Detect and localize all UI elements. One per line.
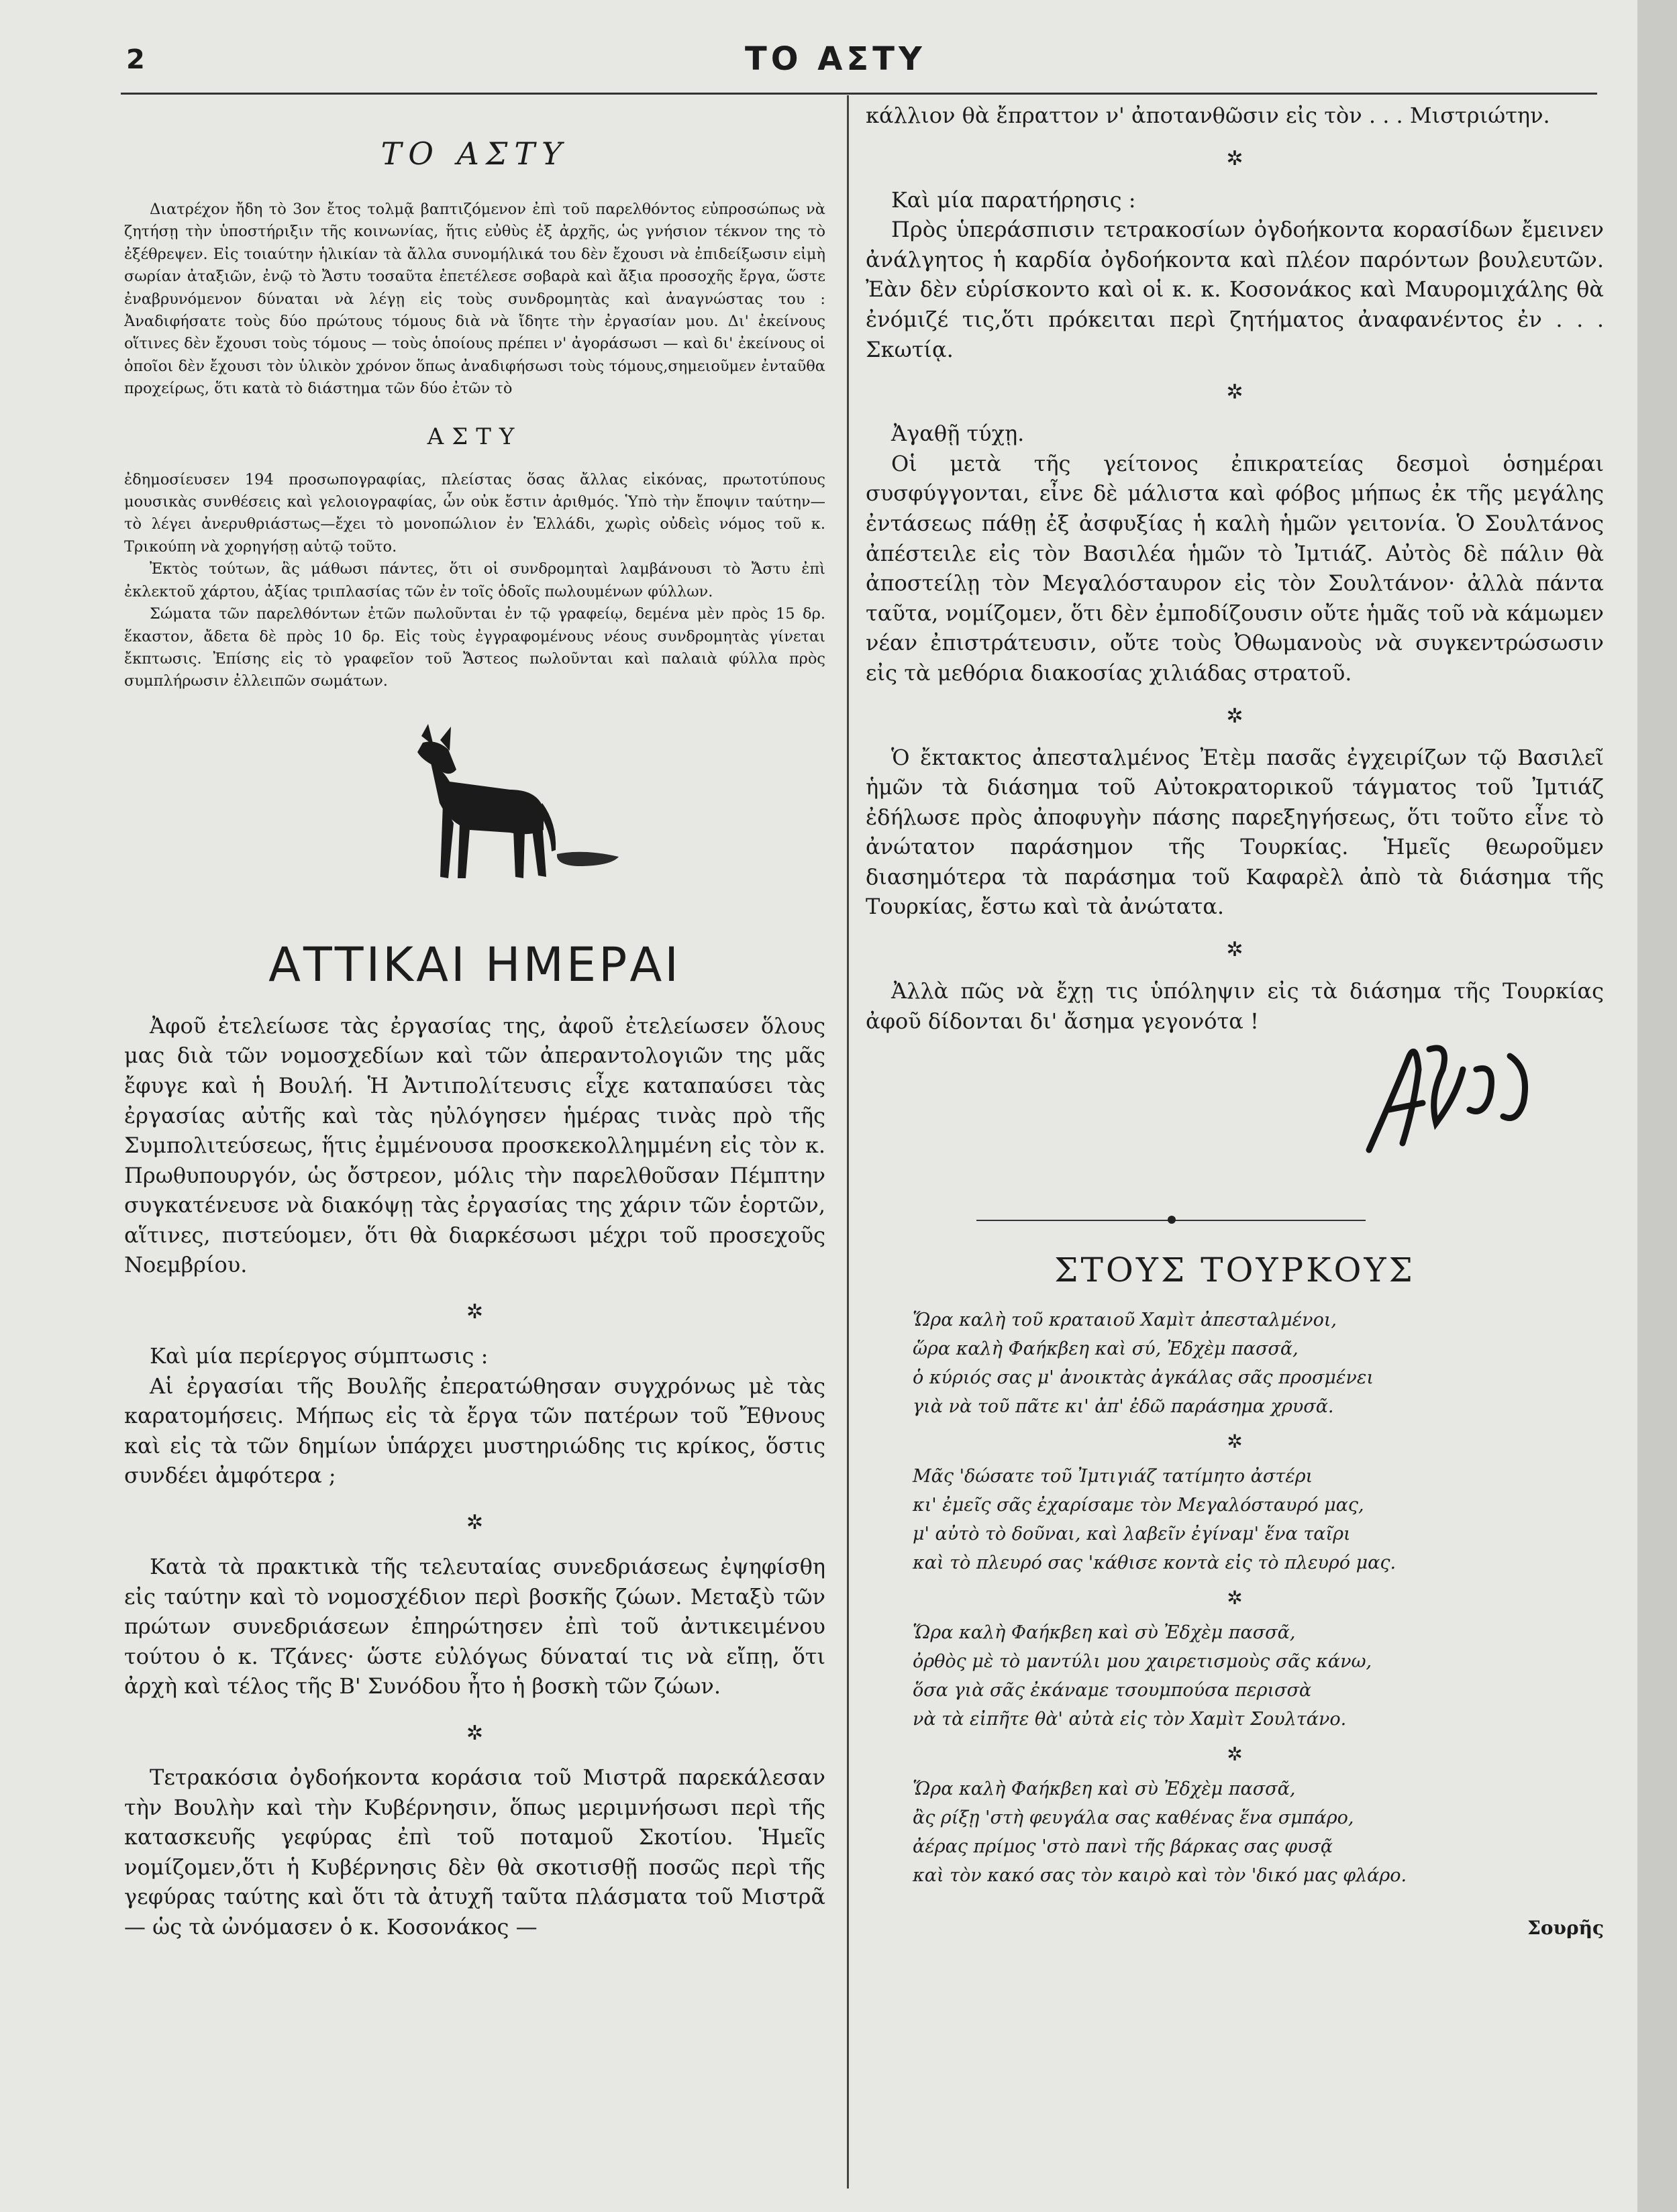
poem-line: καὶ τὸν κακό σας τὸν καιρὸ καὶ τὸν 'δικό μας φλάρο. [913, 1865, 1407, 1887]
poem-stanza-1 [913, 1306, 1604, 1421]
subscribers-paragraph: Ἐκτὸς τούτων, ἃς μάθωσι πάντες, ὅτι οἱ συνδρομηταὶ λαμβάνουσι τὸ Ἄστυ ἐπὶ ἐκλεκτοῦ χάρτου, ἀξίας τριπλασίας τῶν ἐν τοῖς ὁδοῖς πωλουμένων φύλλων. [124, 560, 825, 600]
poem-line: Ὥρα καλὴ Φαήκβεη καὶ σὺ Ἐδχὲμ πασσᾶ, [913, 1622, 1296, 1644]
note-lead: Καὶ μία παρατήρησις : [891, 187, 1136, 213]
poem-stanza-4 [913, 1775, 1604, 1890]
star-separator: ✲ [1226, 704, 1243, 728]
asty-label: ΑΣΤΥ [427, 423, 523, 450]
dog-illustration [124, 723, 825, 931]
closing-paragraph: Ἀλλὰ πῶς νὰ ἔχῃ τις ὑπόληψιν εἰς τὰ διάσημα τῆς Τουρκίας ἀφοῦ δίδονται δι' ἄσημα γεγονότα ! [866, 978, 1604, 1034]
poem-line: ὥρα καλὴ Φαήκβεη καὶ σύ, Ἐδχὲμ πασσᾶ, [913, 1338, 1299, 1360]
star-separator: ✲ [466, 1722, 484, 1745]
poem-star: ✲ [1227, 1430, 1243, 1453]
star-separator: ✲ [1226, 146, 1243, 170]
signature [866, 1036, 1604, 1190]
attic-paragraph-3: Κατὰ τὰ πρακτικὰ τῆς τελευταίας συνεδριάσεως ἐψηφίσθη εἰς ταύτην καὶ τὸ νομοσχέδιον περὶ βοσκῆς ζώων. Μεταξὺ τῶν πρώτων συνεδριάσεων ἐπηρώτησεν ἐπὶ τοῦ ἀντικειμένου τούτου ὁ κ. Τζάνες· ὥστε εὐλόγως δύναταί τις νὰ εἴπῃ, ὅτι ἀρχὴ καὶ τέλος τῆς Β' Συνόδου ἦτο ἡ βοσκὴ τῶν ζώων. [124, 1554, 825, 1699]
envoy-paragraph: Ὁ ἔκτακτος ἀπεσταλμένος Ἐτὲμ πασᾶς ἐγχειρίζων τῷ Βασιλεῖ ἡμῶν τὰ διάσημα τοῦ Αὐτοκρατορικοῦ τάγματος τοῦ Ἰμτιάζ ἐδήλωσε πρὸς ἀποφυγὴν πάσης παρεξηγήσεως, ὅτι τοῦτο εἶνε τὸ ἀνώτατον παράσημον τῆς Τουρκίας. Ἡμεῖς θεωροῦμεν διασημότερα τὰ παράσημα τοῦ Καφαρὲλ ἀπὸ τὰ διάσημα τῆς Τουρκίας, ἔστω καὶ τὰ ἀνώτατα. [866, 744, 1604, 920]
poem-star: ✲ [1227, 1587, 1243, 1610]
poem-stanza-3 [913, 1618, 1604, 1734]
poem-line: μ' αὐτὸ τὸ δοῦναι, καὶ λαβεῖν ἐγίναμ' ἕνα ταῖρι [913, 1524, 1351, 1545]
column-divider [847, 95, 849, 2189]
attic-paragraph-2: Αἱ ἐργασίαι τῆς Βουλῆς ἐπερατώθησαν συγχρόνως μὲ τὰς καρατομήσεις. Μήπως εἰς τὰ ἔργα τῶν πατέρων τοῦ Ἔθνους καὶ εἰς τὰ τῶν δημίων ὑπάρχει μυστηριώδης τις κρίκος, ὅστις συνδέει ἀμφότερα ; [124, 1373, 825, 1489]
handwritten-signature [1349, 1029, 1550, 1177]
attic-lead-2: Καὶ μία περίεργος σύμπτωσις : [150, 1343, 489, 1369]
poem-line: ὁ κύριός σας μ' ἀνοικτὰς ἀγκάλας σᾶς προσμένει [913, 1367, 1374, 1389]
volumes-paragraph: Σώματα τῶν παρελθόντων ἐτῶν πωλοῦνται ἐν τῷ γραφείῳ, δεμένα μὲν πρὸς 15 δρ. ἕκαστον, ἄδετα δὲ πρὸς 10 δρ. Εἰς τοὺς ἐγγραφομένους νέους συνδρομητὰς γίνεται ἔκπτωσις. Ἐπίσης εἰς τὸ γραφεῖον τοῦ Ἄστεος πωλοῦνται καὶ παλαιὰ φύλλα πρὸς συμπλήρωσιν ἐλλειπῶν σωμάτων. [124, 605, 825, 690]
right-column [866, 101, 1604, 1939]
poem-stanza-2 [913, 1462, 1604, 1577]
star-separator: ✲ [1226, 938, 1243, 962]
poem-line: Ὥρα καλὴ τοῦ κραταιοῦ Χαμὶτ ἀπεσταλμένοι, [913, 1310, 1337, 1331]
poem-line: ἂς ρίξῃ 'στὴ φευγάλα σας καθένας ἕνα σμπάρο, [913, 1807, 1354, 1829]
poem-line: ὀρθὸς μὲ τὸ μαντύλι μου χαιρετισμοὺς σᾶς κάνω, [913, 1651, 1372, 1673]
poem-line: ἀέρας πρίμος 'στὸ πανὶ τῆς βάρκας σας φυσᾷ [913, 1836, 1333, 1858]
masthead: ΤΟ ΑΣΤΥ [745, 40, 926, 78]
continued-text: κάλλιον θὰ ἔπραττον ν' ἀποτανθῶσιν εἰς τὸν . . . Μιστριώτην. [866, 103, 1550, 128]
luck-lead: Ἀγαθῇ τύχῃ. [891, 421, 1025, 447]
section-title: ΤΟ ΑΣΤΥ [380, 136, 569, 172]
poem-author: Σουρῆς [1527, 1917, 1604, 1940]
attic-paragraph-1: Ἀφοῦ ἐτελείωσε τὰς ἐργασίας της, ἀφοῦ ἐτελείωσεν ὅλους μας διὰ τῶν νομοσχεδίων καὶ τῶν ἀπεραντολογιῶν της μᾶς ἔφυγε καὶ ἡ Βουλή. Ἡ Ἀντιπολίτευσις εἶχε καταπαύσει τὰς ἐργασίας αὐτῆς καὶ τὰς ηὐλόγησεν ἡμέρας τινὰς πρὸ τῆς Συμπολιτεύσεως, ἥτις ἐμμένουσα προσκεκολλημμένη εἰς τὸν κ. Πρωθυπουργόν, ὡς ὄστρεον, μόλις τὴν παρελθοῦσαν Πέμπτην συγκατένευσε νὰ διακόψῃ τὰς ἐργασίας της χάριν τῶν ἑορτῶν, αἵτινες, πιστεύομεν, ὅτι θὰ διαρκέσωσι μέχρι τοῦ προσεχοῦς Νοεμβρίου. [124, 1012, 825, 1278]
poem-line: κι' ἐμεῖς σᾶς ἐχαρίσαμε τὸν Μεγαλόσταυρό μας, [913, 1495, 1364, 1516]
publications-paragraph: ἐδημοσίευσεν 194 προσωπογραφίας, πλείστας ὅσας ἄλλας εἰκόνας, πρωτοτύπους μουσικὰς συνθέσεις καὶ γελοιογραφίας, ὧν οὐκ ἔστιν ἀριθμός. Ὑπὸ τὴν ἔποψιν ταύτην—τὸ λέγει ἀνερυθριάστως—ἔχει τὸ μονοπώλιον ἐν Ἑλλάδι, χωρὶς οὐδεὶς νόμος τοῦ κ. Τρικούπη νὰ χορηγήσῃ αὐτῷ τοῦτο. [124, 470, 825, 556]
page-number: 2 [126, 44, 145, 75]
page-header [121, 31, 1597, 98]
header-rule [121, 93, 1597, 95]
poem-line: Μᾶς 'δώσατε τοῦ Ἰμτιγιάζ τατίμητο ἀστέρι [913, 1466, 1313, 1487]
poem-line: γιὰ νὰ τοῦ πᾶτε κι' ἀπ' ἐδῶ παράσημα χρυσᾶ. [913, 1396, 1334, 1418]
left-column [124, 101, 825, 1942]
attic-paragraph-4: Τετρακόσια ὀγδοήκοντα κοράσια τοῦ Μιστρᾶ παρεκάλεσαν τὴν Βουλὴν καὶ τὴν Κυβέρνησιν, ὅπως μεριμνήσωσι περὶ τῆς κατασκευῆς γεφύρας ἐπὶ τοῦ ποταμοῦ Σκοτίου. Ἡμεῖς νομίζομεν,ὅτι ἡ Κυβέρνησις δὲν θὰ σκοτισθῇ ποσῶς περὶ τῆς γεφύρας ταύτης καὶ ὅτι τὰ ἀτυχῆ ταῦτα πλάσματα τοῦ Μιστρᾶ — ὡς τὰ ὠνόμασεν ὁ κ. Κοσονάκος — [124, 1765, 825, 1940]
attic-days-title: ΑΤΤΙΚΑΙ ΗΜΕΡΑΙ [268, 937, 681, 992]
poem-line: Ὥρα καλὴ Φαήκβεη καὶ σὺ Ἐδχὲμ πασσᾶ, [913, 1779, 1296, 1800]
poem-title: ΣΤΟΥΣ ΤΟΥΡΚΟΥΣ [1054, 1251, 1415, 1290]
poem-line: νὰ τὰ εἰπῆτε θὰ' αὐτὰ εἰς τὸν Χαμὶτ Σουλτάνο. [913, 1709, 1347, 1730]
star-separator: ✲ [466, 1300, 484, 1324]
rule-dot [1168, 1216, 1176, 1224]
note-paragraph: Πρὸς ὑπεράσπισιν τετρακοσίων ὀγδοήκοντα κορασίδων ἔμεινεν ἀνάλγητος ἡ καρδία ὀγδοήκοντα καὶ πλέον παρόντων βουλευτῶν. Ἐὰν δὲν εὑρίσκοντο καὶ οἱ κ. κ. Κοσονάκος καὶ Μαυρομιχάλης θὰ ἐνόμιζέ τις,ὅτι πρόκειται περὶ ζητήματος ἀναφανέντος ἐν . . . Σκωτίᾳ. [866, 217, 1604, 362]
intro-paragraph: Διατρέχον ἤδη τὸ 3ον ἔτος τολμᾷ βαπτιζόμενον ἐπὶ τοῦ παρελθόντος εὐπροσώπως νὰ ζητήσῃ τὴν ὑποστήριξιν τῆς κοινωνίας, ἥτις εὐθὺς ἐξ ἀρχῆς, ὡς γνήσιον τέκνον της τὸ ἐξέθρεψεν. Εἰς τοιαύτην ἡλικίαν τὰ ἄλλα συνομήλικά του δὲν ἔχουσι νὰ ἐπιδείξωσιν εἰμὴ σωρίαν ἀταξιῶν, ἐνῷ τὸ Ἄστυ τοσαῦτα ἐπετέλεσε σοβαρὰ καὶ ἄξια προσοχῆς ἔργα, ὥστε ἐναβρυνόμενον δύναται νὰ λέγῃ εἰς τοὺς συνδρομητὰς καὶ ἀναγνώστας του : Ἀναδιφήσατε τοὺς δύο πρώτους τόμους διὰ νὰ ἴδητε τὴν ἐργασίαν μου. Δι' ἐκείνους οἵτινες δὲν ἔχουσι τοὺς τόμους — τοὺς ὁποίους πρέπει ν' ἀγοράσωσι — καὶ δι' ἐκείνους οἱ ὁποῖοι δὲν ἔχουσι τὸν ὑλικὸν χρόνον ὅπως ἀναδιφήσωσι τοὺς τόμους,σημειοῦμεν ἐνταῦθα προχείρως, ὅτι κατὰ τὸ διάστημα τῶν δύο ἐτῶν τὸ [124, 201, 825, 398]
poem-line: ὅσα γιὰ σᾶς ἐκάναμε τσουμπούσα περισσὰ [913, 1680, 1312, 1701]
poem-star: ✲ [1227, 1743, 1243, 1766]
star-separator: ✲ [466, 1511, 484, 1535]
page-edge-shadow [1637, 0, 1677, 2212]
ornamental-rule [866, 1204, 1604, 1237]
luck-paragraph: Οἱ μετὰ τῆς γείτονος ἐπικρατείας δεσμοὶ ὁσημέραι συσφύγγονται, εἶνε δὲ μάλιστα καὶ φόβος μήπως ἐκ τῆς μεγάλης ἐντάσεως πάθῃ ἐξ ἀσφυξίας ἡ καλὴ ἡμῶν γειτονία. Ὁ Σουλτάνος ἀπέστειλε εἰς τὸν Βασιλέα ἡμῶν τὸ Ἰμτιάζ. Αὐτὸς δὲ πάλιν θὰ ἀποστείλῃ τὸν Μεγαλόσταυρον εἰς τὸν Σουλτάνον· ἀλλὰ πάντα ταῦτα, νομίζομεν, ὅτι δὲν ἐμποδίζουσιν οὔτε ἡμᾶς τοῦ νὰ κάμωμεν νέαν ἐπιστράτευσιν, οὔτε τοὺς Ὀθωμανοὺς νὰ συγκεντρώσωσιν εἰς τὰ μεθόρια διακοσίας χιλιάδας στρατοῦ. [866, 450, 1604, 686]
star-separator: ✲ [1226, 380, 1243, 405]
dog-icon [342, 723, 624, 924]
poem-line: καὶ τὸ πλευρό σας 'κάθισε κοντὰ εἰς τὸ πλευρό μας. [913, 1552, 1396, 1574]
